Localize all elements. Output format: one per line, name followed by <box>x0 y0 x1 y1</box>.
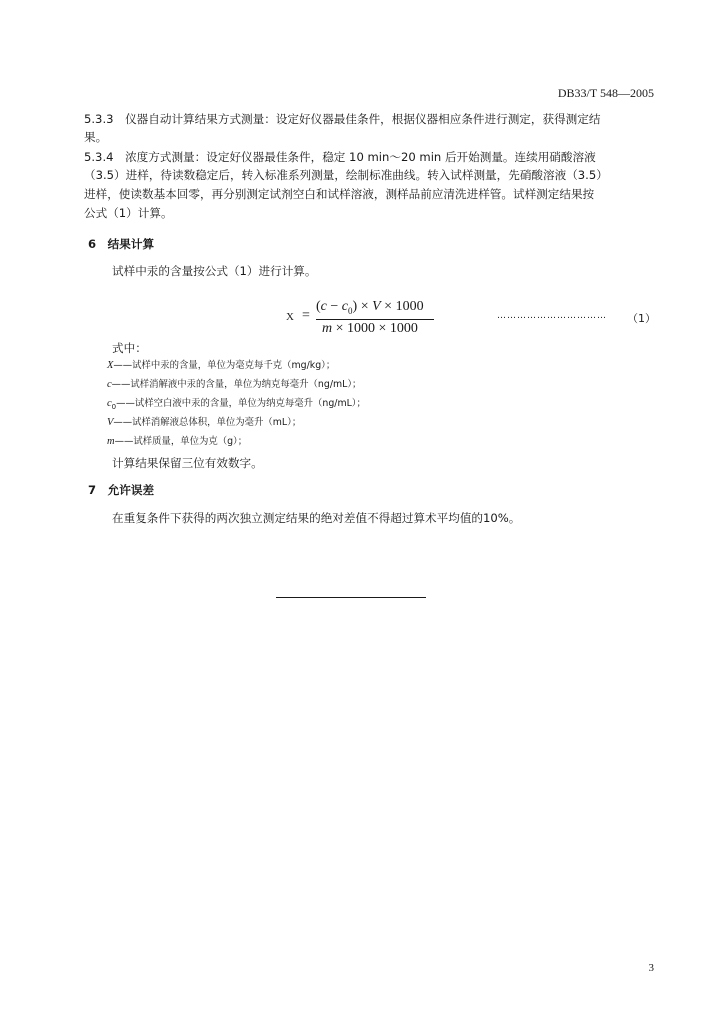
section-6-intro: 试样中汞的含量按公式（1）进行计算。 <box>112 264 317 278</box>
definition-m: m——试样质量，单位为克（g）； <box>107 436 248 447</box>
equation-number: （1） <box>627 312 656 325</box>
clause-5-3-4-line1: 5.3.4 浓度方式测量：设定好仪器最佳条件，稳定 10 min～20 min 后开始测量。连续用硝酸溶液 <box>84 150 596 164</box>
definition-c: c——试样消解液中汞的含量，单位为纳克每毫升（ng/mL）； <box>107 379 362 390</box>
formula-denominator: m × 1000 × 1000 <box>322 321 418 336</box>
formula-1 <box>286 299 436 341</box>
definition-V: V——试样消解液总体积，单位为毫升（mL）； <box>107 417 302 428</box>
clause-5-3-3-line2: 果。 <box>84 130 108 144</box>
clause-5-3-4-line3: 进样，使读数基本回零，再分别测定试剂空白和试样溶液，测样品前应清洗进样管。试样测定结果按 <box>84 187 595 201</box>
clause-5-3-4-line4: 公式（1）计算。 <box>84 206 173 220</box>
fraction-bar <box>316 319 434 320</box>
definition-X: X——试样中汞的含量，单位为毫克每千克（mg/kg）； <box>107 360 336 371</box>
formula-lhs: X <box>286 311 294 323</box>
section-6-heading: 6 结果计算 <box>88 237 155 251</box>
formula-equals: = <box>302 308 310 323</box>
where-label: 式中： <box>112 341 147 355</box>
document-code: DB33/T 548—2005 <box>557 86 654 100</box>
section-7-text: 在重复条件下获得的两次独立测定结果的绝对差值不得超过算术平均值的10%。 <box>112 511 521 525</box>
end-rule <box>276 597 426 598</box>
leader-dots: …………………………… <box>497 311 607 321</box>
clause-5-3-4-line2: （3.5）进样，待读数稳定后，转入标准系列测量，绘制标准曲线。转入试样测量，先硝酸溶液（3.5） <box>84 168 608 182</box>
section-7-heading: 7 允许误差 <box>88 483 155 497</box>
definition-c0: $c_0——$试样空白液中汞的含量，单位为纳克每毫升（ng/mL）； <box>107 398 366 411</box>
page-number: 3 <box>648 962 654 974</box>
clause-5-3-3-line1: 5.3.3 仪器自动计算结果方式测量：设定好仪器最佳条件，根据仪器相应条件进行测定，获得测定结 <box>84 112 601 126</box>
formula-numerator: $(c - c_0) \times V \times 1000$ <box>316 299 424 316</box>
precision-note: 计算结果保留三位有效数字。 <box>112 456 263 470</box>
